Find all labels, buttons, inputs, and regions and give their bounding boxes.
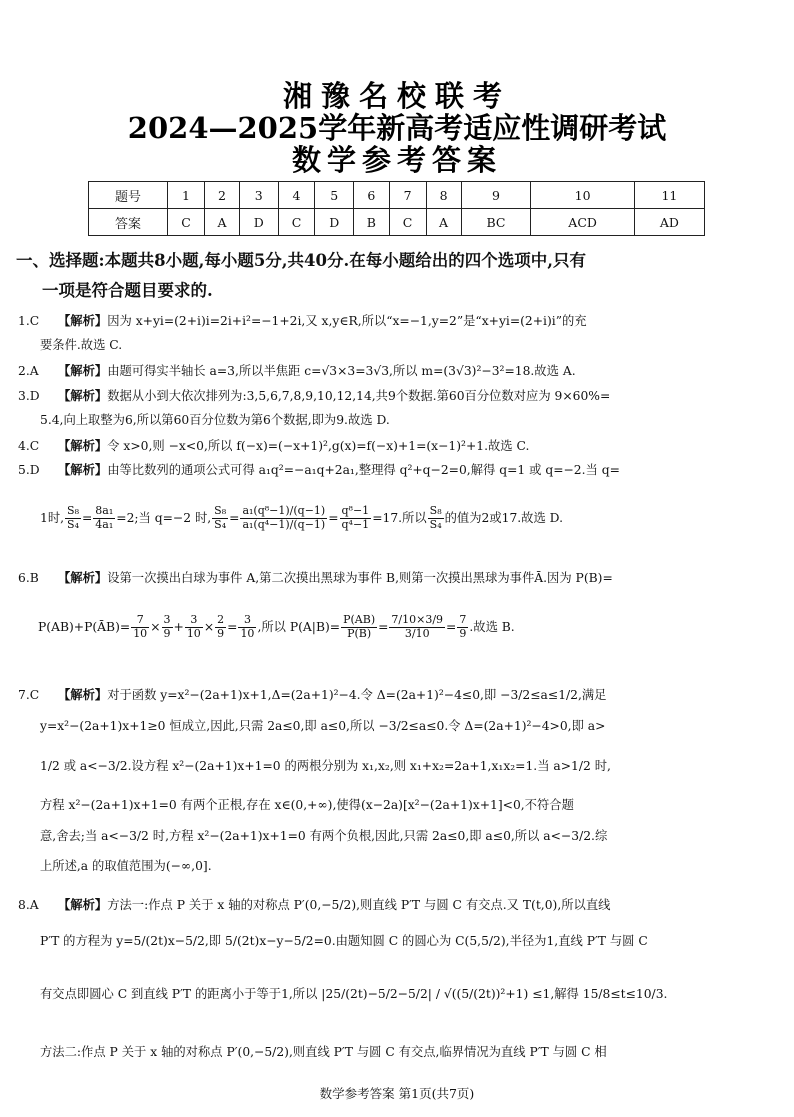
denominator: S₄ [214, 518, 227, 531]
fraction [238, 614, 256, 640]
question-number: 5.D [18, 463, 40, 477]
text-run: 1时, [40, 511, 65, 525]
fraction [215, 614, 226, 640]
solution-q8-line3: 有交点即圆心 C 到直线 P′T 的距离小于等于1,所以 |25/(2t)−5/2−5/2| / √((5/(2t))²+1) ≤1,解得 15/8≤t≤10/3. [40, 987, 668, 1001]
solution-text: 令 x>0,则 −x<0,所以 f(−x)=(−x+1)²,g(x)=f(−x)+1=(x−1)²+1.故选 C. [107, 439, 530, 453]
table-cell: 4 [278, 182, 315, 209]
numerator: q⁸−1 [341, 504, 370, 518]
solution-q7-line6: 上所述,a 的取值范围为(−∞,0]. [40, 859, 212, 873]
exam-brand-title: 湘豫名校联考 [282, 79, 511, 113]
table-cell: A [426, 209, 461, 236]
numerator: S₈ [67, 504, 79, 518]
numerator: S₈ [429, 504, 442, 518]
denominator: 10 [133, 627, 148, 640]
fraction [457, 614, 468, 640]
analysis-tag: 【解析】 [58, 438, 108, 453]
analysis-tag: 【解析】 [58, 363, 108, 378]
table-cell: C [389, 209, 426, 236]
denominator: a₁(q⁴−1)/(q−1) [242, 518, 326, 531]
solution-text: 方法一:作点 P 关于 x 轴的对称点 P′(0,−5/2),则直线 P′T 与圆 C 有交点.又 T(t,0),所以直线 [107, 898, 611, 912]
denominator: 9 [217, 627, 225, 640]
compound-fraction [240, 505, 327, 531]
question-number: 7.C [18, 688, 40, 702]
solution-q8-line1 [18, 890, 778, 920]
analysis-tag: 【解析】 [58, 462, 108, 477]
fraction [341, 614, 377, 640]
fraction [93, 505, 115, 531]
solution-text: 由题可得实半轴长 a=3,所以半焦距 c=√3×3=3√3,所以 m=(3√3)²−3²=18.故选 A. [107, 364, 576, 378]
analysis-tag: 【解析】 [58, 313, 108, 328]
table-cell: 8 [426, 182, 461, 209]
table-cell: D [239, 209, 278, 236]
table-cell: 11 [634, 182, 704, 209]
fraction [340, 505, 372, 531]
compound-fraction [389, 614, 445, 640]
fraction [131, 614, 149, 640]
fraction [65, 505, 81, 531]
table-cell: B [354, 209, 390, 236]
numerator: a₁(q⁸−1)/(q−1) [242, 504, 326, 518]
numerator: 7 [459, 613, 467, 627]
table-cell: C [278, 209, 315, 236]
denominator: 9 [163, 627, 171, 640]
table-cell: D [315, 209, 354, 236]
denominator: P(B) [347, 627, 372, 640]
solution-text: 由等比数列的通项公式可得 a₁q²=−a₁q+2a₁,整理得 q²+q−2=0,解得 q=1 或 q=−2.当 q= [107, 463, 620, 477]
table-cell: C [168, 209, 205, 236]
question-number: 2.A [18, 364, 39, 378]
solution-text: 设第一次摸出白球为事件 A,第二次摸出黑球为事件 B,则第一次摸出黑球为事件Ā.因为 P(B)= [107, 571, 613, 585]
denominator: 10 [186, 627, 201, 640]
text-run: = [81, 511, 93, 525]
fraction [212, 505, 228, 531]
table-cell: AD [634, 209, 704, 236]
denominator: 9 [459, 627, 467, 640]
table-cell: 6 [354, 182, 390, 209]
solution-q1-line2: 要条件.故选 C. [40, 338, 123, 352]
question-number: 4.C [18, 439, 40, 453]
table-cell: 9 [461, 182, 531, 209]
denominator: q⁴−1 [341, 518, 370, 531]
solution-q6-line1 [18, 563, 778, 593]
numerator: 3 [163, 613, 171, 627]
denominator: 10 [240, 627, 255, 640]
solution-q7-line5: 意,舍去;当 a<−3/2 时,方程 x²−(2a+1)x+1=0 有两个负根,因此,只需 2a≤0,即 a≤0,所以 a<−3/2.综 [40, 829, 608, 843]
denominator: 4a₁ [95, 518, 114, 531]
numerator: S₈ [214, 504, 227, 518]
denominator: S₄ [67, 518, 79, 531]
numerator: 7/10×3/9 [391, 613, 444, 627]
solution-q8-line2: P′T 的方程为 y=5/(2t)x−5/2,即 5/(2t)x−y−5/2=0.由题知圆 C 的圆心为 C(5,5/2),半径为1,直线 P′T 与圆 C [40, 934, 648, 948]
solution-text: 对于函数 y=x²−(2a+1)x+1,Δ=(2a+1)²−4.令 Δ=(2a+1)²−4≤0,即 −3/2≤a≤1/2,满足 [107, 688, 607, 702]
solution-q5-line2: 1时, $\frac{\text{S₈}}{\text{S₄}}$ = $\frac{\text{8a₁}}{\text{4a₁}}$ =2;当 q=−2 时, $\frac{\text{S₈}}{\text{S₄}}$ = $\frac{\text{a₁(q⁸−1)/(q−1)}}{\text{a₁(q⁴−1)/(q−1)}}$ = $\frac{\text{q⁸−1}}{\text{q⁴−1}}$ =17.所以 $\frac{\text{S₈}}{\text{S₄}}$ 的值为2或17.故选 D. [40, 504, 564, 531]
analysis-tag: 【解析】 [58, 897, 108, 912]
solution-q7-line4: 方程 x²−(2a+1)x+1=0 有两个正根,存在 x∈(0,+∞),使得(x−2a)[x²−(2a+1)x+1]<0,不符合题 [40, 798, 574, 812]
solution-q6-line2: P(AB)+P(ĀB)= $\frac{7}{10}$ × $\frac{3}{9}$ + $\frac{3}{10}$ × $\frac{2}{9}$ = $\frac{3}{10}$ ,所以 P(A|B)= $\frac{P(AB)}{P(B)}$ = $\frac{7/10\times 3/9}{3/10}$ = $\frac{7}{9}$ .故选 B. [38, 613, 515, 640]
solution-q3-line2: 5.4,向上取整为6,所以第60百分位数为第6个数据,即为9.故选 D. [40, 413, 390, 427]
numerator: 3 [238, 614, 256, 628]
table-cell: BC [461, 209, 531, 236]
row-label: 题号 [89, 182, 168, 209]
page-footer: 数学参考答案 第1页(共7页) [319, 1086, 475, 1101]
text-run: =17.所以 [372, 511, 427, 525]
solution-q5-line1 [18, 455, 778, 485]
table-cell: ACD [531, 209, 634, 236]
solution-q8-line4: 方法二:作点 P 关于 x 轴的对称点 P′(0,−5/2),则直线 P′T 与圆 C 有交点,临界情况为直线 P′T 与圆 C 相 [40, 1045, 607, 1059]
table-cell: 5 [315, 182, 354, 209]
table-cell: A [204, 209, 239, 236]
analysis-tag: 【解析】 [58, 388, 108, 403]
answer-table [88, 181, 705, 236]
table-cell: 3 [239, 182, 278, 209]
question-number: 6.B [18, 571, 39, 585]
solution-q7-line1 [18, 680, 778, 710]
fraction [162, 614, 173, 640]
numerator: 3 [185, 614, 203, 628]
analysis-tag: 【解析】 [58, 687, 108, 702]
fraction [185, 614, 203, 640]
numerator: P(AB) [343, 613, 376, 627]
section-heading: 一、选择题:本题共8小题,每小题5分,共40分.在每小题给出的四个选项中,只有 [16, 251, 586, 270]
text-run: P(AB)+P(ĀB)= [38, 620, 131, 634]
solution-q7-line3: 1/2 或 a<−3/2.设方程 x²−(2a+1)x+1=0 的两根分别为 x₁,x₂,则 x₁+x₂=2a+1,x₁x₂=1.当 a>1/2 时, [40, 759, 611, 773]
numerator: 2 [217, 613, 225, 627]
section-heading-cont: 一项是符合题目要求的. [42, 281, 213, 300]
answer-row [89, 209, 705, 236]
table-cell: 1 [168, 182, 205, 209]
solution-text: 因为 x+yi=(2+i)i=2i+i²=−1+2i,又 x,y∈R,所以“x=−1,y=2”是“x+yi=(2+i)i”的充 [107, 314, 587, 328]
question-number-row [89, 182, 705, 209]
table-cell: 10 [531, 182, 634, 209]
analysis-tag: 【解析】 [58, 570, 108, 585]
numerator: 8a₁ [95, 504, 114, 518]
denominator: 3/10 [404, 627, 430, 640]
denominator: S₄ [429, 518, 442, 531]
table-cell: 7 [389, 182, 426, 209]
solution-text: 数据从小到大依次排列为:3,5,6,7,8,9,10,12,14,共9个数据.第60百分位数对应为 9×60%= [107, 389, 611, 403]
text-run: ,所以 P(A|B)= [257, 620, 341, 634]
answer-key-title: 数学参考答案 [291, 143, 502, 177]
question-number: 1.C [18, 314, 40, 328]
text-run: =2;当 q=−2 时, [116, 511, 212, 525]
exam-name-title: 2024—2025学年新高考适应性调研考试 [127, 111, 667, 145]
text-run: .故选 B. [469, 620, 515, 634]
text-run: 的值为2或17.故选 D. [444, 511, 564, 525]
numerator: 7 [131, 614, 149, 628]
table-cell: 2 [204, 182, 239, 209]
fraction [428, 505, 444, 531]
row-label: 答案 [89, 209, 168, 236]
solution-q7-line2: y=x²−(2a+1)x+1≥0 恒成立,因此,只需 2a≤0,即 a≤0,所以 −3/2≤a≤0.令 Δ=(2a+1)²−4>0,即 a> [40, 719, 606, 733]
question-number: 8.A [18, 898, 39, 912]
question-number: 3.D [18, 389, 40, 403]
